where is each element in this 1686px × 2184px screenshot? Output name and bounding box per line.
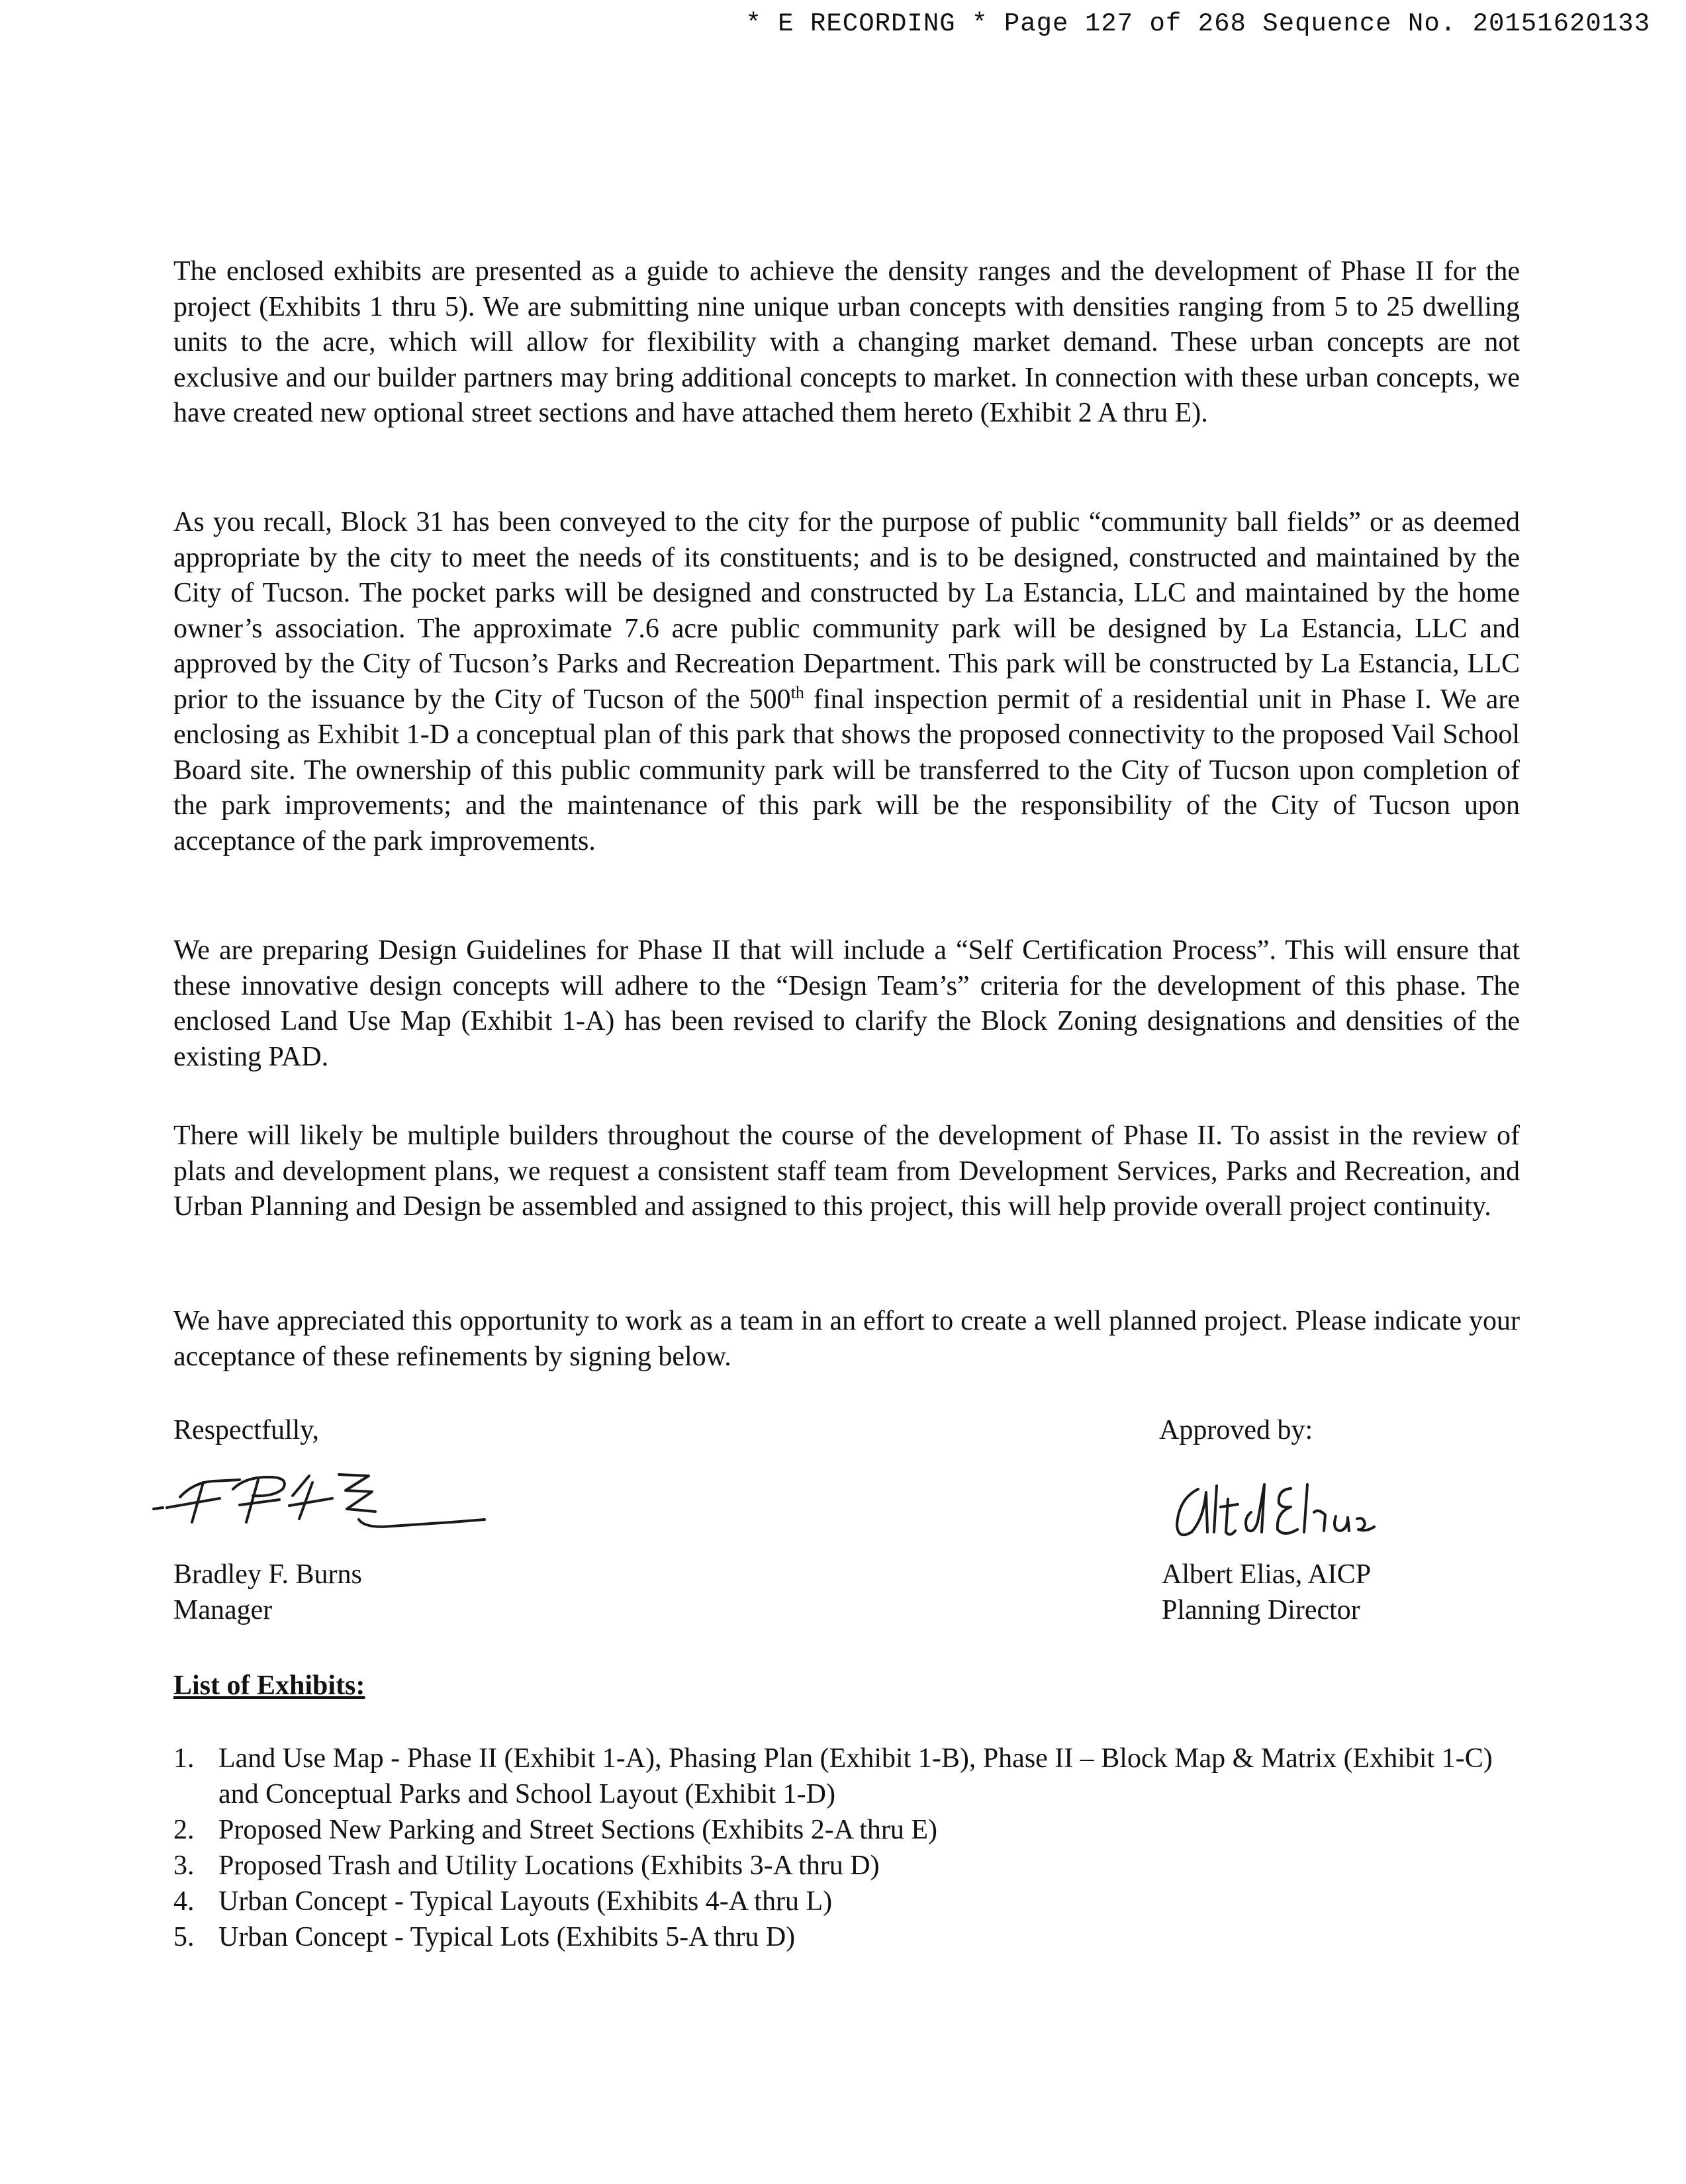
paragraph-design-guidelines: We are preparing Design Guidelines for Phase II that will include a “Self Certification Process”. This will ensure that these innovative design concepts will adhere to the “Design Team’s” criteria for the development of this phase. The enclosed Land Use Map (Exhibit 1-A) has been revised to clarify the Block Zoning designations and densities of the existing PAD.: [173, 935, 1520, 1072]
exhibit-text: Land Use Map - Phase II (Exhibit 1-A), Phasing Plan (Exhibit 1-B), Phase II – Block Map & Matrix (Exhibit 1-C) and Conceptual Parks and School Layout (Exhibit 1-D): [218, 1743, 1493, 1809]
exhibit-number: 3.: [173, 1850, 195, 1881]
ordinal-superscript: th: [790, 682, 804, 702]
exhibit-number: 4.: [173, 1886, 195, 1917]
exhibits-list: [173, 1741, 1524, 1955]
closing-salutation: Respectfully,: [173, 1415, 320, 1445]
paragraph-builders: There will likely be multiple builders throughout the course of the development of Phase II. To assist in the review of plats and development plans, we request a consistent staff team from Development Services, Parks and Recreation, and Urban Planning and Design be assembled and assigned to this project, this will help provide overall project continuity.: [173, 1120, 1520, 1222]
exhibit-item: [173, 1848, 1524, 1884]
signatory-left-name: Bradley F. Burns: [173, 1559, 362, 1590]
paragraph-closing: We have appreciated this opportunity to work as a team in an effort to create a well planned project. Please indicate your acceptance of these refinements by signing below.: [173, 1306, 1520, 1372]
exhibit-text: Urban Concept - Typical Lots (Exhibits 5-A thru D): [218, 1922, 796, 1952]
exhibit-text: Urban Concept - Typical Layouts (Exhibits 4-A thru L): [218, 1886, 833, 1917]
paragraph-parks-part-2: final inspection permit of a residential unit in Phase I. We are enclosing as Exhibit 1-D a conceptual plan of this park that shows the proposed connectivity to the proposed Vail School Board site. The ownership of this public community park will be transferred to the City of Tucson upon completion of the park improvements; and the maintenance of this park will be the responsibility of the City of Tucson upon acceptance of the park improvements.: [173, 684, 1520, 856]
exhibit-item: [173, 1919, 1524, 1955]
exhibit-text: Proposed Trash and Utility Locations (Exhibits 3-A thru D): [218, 1850, 880, 1881]
signature-bradley-burns: [140, 1456, 498, 1549]
recording-header: * E RECORDING * Page 127 of 268 Sequence No. 20151620133: [745, 9, 1650, 38]
exhibit-item: [173, 1812, 1524, 1848]
signatory-left: [173, 1557, 362, 1628]
exhibit-text: Proposed New Parking and Street Sections (Exhibits 2-A thru E): [218, 1815, 938, 1845]
exhibits-heading: List of Exhibits:: [173, 1670, 365, 1701]
exhibit-number: 5.: [173, 1922, 195, 1952]
exhibit-item: [173, 1741, 1524, 1812]
exhibit-item: [173, 1884, 1524, 1919]
approved-by-label: Approved by:: [1159, 1415, 1313, 1445]
paragraph-parks: [173, 505, 1520, 859]
signatory-right: [1162, 1557, 1371, 1628]
signatory-right-title: Planning Director: [1162, 1595, 1360, 1625]
exhibit-number: 1.: [173, 1743, 195, 1774]
exhibit-number: 2.: [173, 1815, 195, 1845]
paragraph-exhibits-intro: The enclosed exhibits are presented as a guide to achieve the density ranges and the development of Phase II for the project (Exhibits 1 thru 5). We are submitting nine unique urban concepts with densities ranging from 5 to 25 dwelling units to the acre, which will allow for flexibility with a changing market demand. These urban concepts are not exclusive and our builder partners may bring additional concepts to market. In connection with these urban concepts, we have created new optional street sections and have attached them hereto (Exhibit 2 A thru E).: [173, 256, 1520, 428]
paragraph-parks-part-1: As you recall, Block 31 has been conveyed to the city for the purpose of public “community ball fields” or as deemed appropriate by the city to meet the needs of its constituents; and is to be designed, constructed and maintained by the City of Tucson. The pocket parks will be designed and constructed by La Estancia, LLC and maintained by the home owner’s association. The approximate 7.6 acre public community park will be designed by La Estancia, LLC and approved by the City of Tucson’s Parks and Recreation Department. This park will be constructed by La Estancia, LLC prior to the issuance by the City of Tucson of the 500: [173, 507, 1520, 715]
signatory-left-title: Manager: [173, 1595, 273, 1625]
signature-albert-elias: [1165, 1466, 1390, 1552]
signatory-right-name: Albert Elias, AICP: [1162, 1559, 1372, 1590]
